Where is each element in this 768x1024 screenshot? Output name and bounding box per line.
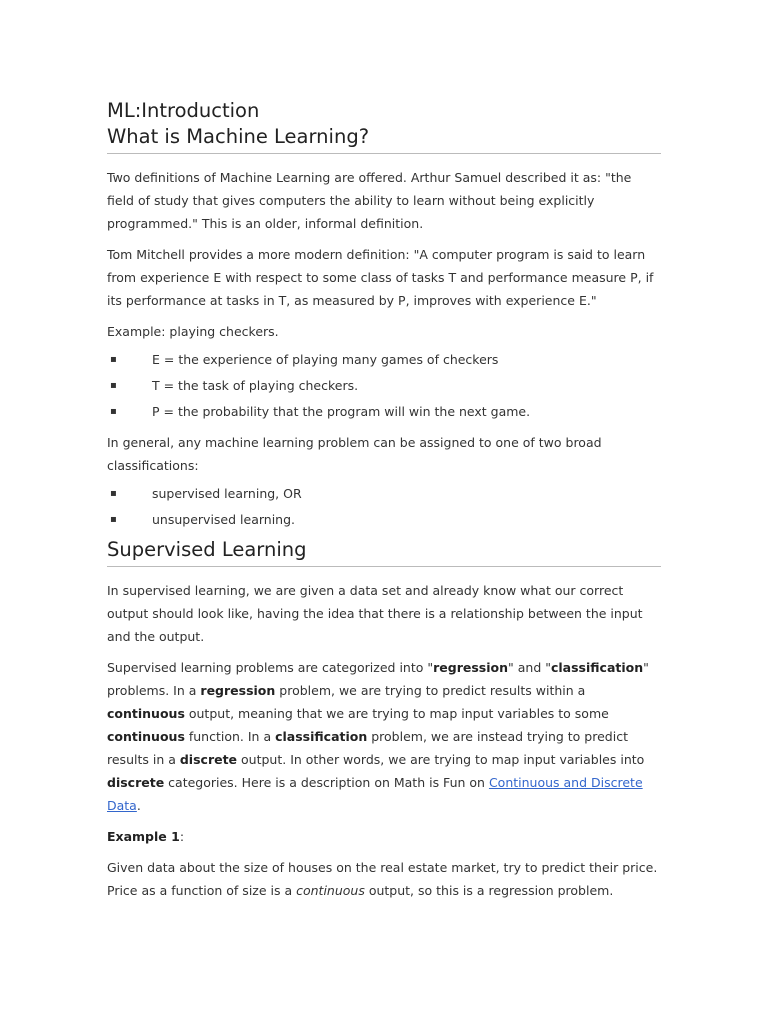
text-run: . <box>136 798 141 813</box>
paragraph-regression-classification <box>107 656 661 817</box>
list-item <box>107 482 661 505</box>
list-item <box>107 400 661 423</box>
bold-term: discrete <box>179 752 238 767</box>
document-content <box>107 98 661 902</box>
list-item-text: P = the probability that the program will win the next game. <box>152 404 531 419</box>
list-item-text: E = the experience of playing many games of checkers <box>152 352 499 367</box>
paragraph-definitions: Two definitions of Machine Learning are offered. Arthur Samuel described it as: "the field of study that gives computers the ability to learn without being explicitly programmed." This is an older, informal definition. <box>107 170 632 231</box>
paragraph-example-1 <box>107 856 661 902</box>
list-item-text: T = the task of playing checkers. <box>152 378 359 393</box>
paragraph-supervised-intro: In supervised learning, we are given a data set and already know what our correct output should look like, having the idea that there is a relationship between the input and the output. <box>107 583 643 644</box>
list-item <box>107 348 661 371</box>
text-run: " problems. In a <box>107 660 649 698</box>
bold-term: classification <box>550 660 644 675</box>
text-run: categories. Here is a description on Math is Fun on <box>164 775 489 790</box>
text-run: output, so this is a regression problem. <box>364 883 614 898</box>
page-title: ML:Introduction <box>107 99 260 122</box>
bullet-icon: ▪ <box>110 488 117 499</box>
paragraph-example-1-label <box>107 825 661 848</box>
paragraph-mitchell: Tom Mitchell provides a more modern definition: "A computer program is said to learn from experience E with respect to some class of tasks T and performance measure P, if its performance at tasks in T, as measured by P, improves with experience E." <box>107 247 654 308</box>
italic-term: continuous <box>296 883 365 898</box>
paragraph-classifications: In general, any machine learning problem can be assigned to one of two broad classifications: <box>107 435 602 473</box>
bullet-icon: ▪ <box>110 354 117 365</box>
heading-what-is-ml: What is Machine Learning? <box>107 124 661 154</box>
bold-term: continuous <box>107 729 185 744</box>
list-item <box>107 508 661 531</box>
continuous-discrete-data-link[interactable]: Continuous and Discrete Data <box>107 775 643 813</box>
example-1-label: Example 1 <box>107 829 180 844</box>
bold-term: regression <box>200 683 276 698</box>
list-item-text: unsupervised learning. <box>152 512 295 527</box>
heading-supervised-learning: Supervised Learning <box>107 537 661 567</box>
bullet-icon: ▪ <box>110 514 117 525</box>
list-item <box>107 374 661 397</box>
classification-list <box>107 482 661 531</box>
text-run: Supervised learning problems are categorized into " <box>107 660 434 675</box>
text-run: output, meaning that we are trying to map input variables to some <box>184 706 609 721</box>
text-run: output. In other words, we are trying to map input variables into <box>237 752 645 767</box>
bullet-icon: ▪ <box>110 406 117 417</box>
bold-term: continuous <box>107 706 185 721</box>
list-item-text: supervised learning, OR <box>152 486 302 501</box>
text-run: " and " <box>508 660 551 675</box>
bold-term: discrete <box>107 775 165 790</box>
bullet-icon: ▪ <box>110 380 117 391</box>
text-run: problem, we are trying to predict results within a <box>275 683 586 698</box>
text-run: problem, we are instead trying to predict results in a <box>107 729 628 767</box>
bold-term: regression <box>433 660 509 675</box>
text-run: Given data about the size of houses on the real estate market, try to predict their price. Price as a function of size is a <box>107 860 658 898</box>
paragraph-example: Example: playing checkers. <box>107 324 279 339</box>
example-list <box>107 348 661 423</box>
text-run: function. In a <box>184 729 276 744</box>
text-run: : <box>179 829 185 844</box>
bold-term: classification <box>275 729 368 744</box>
